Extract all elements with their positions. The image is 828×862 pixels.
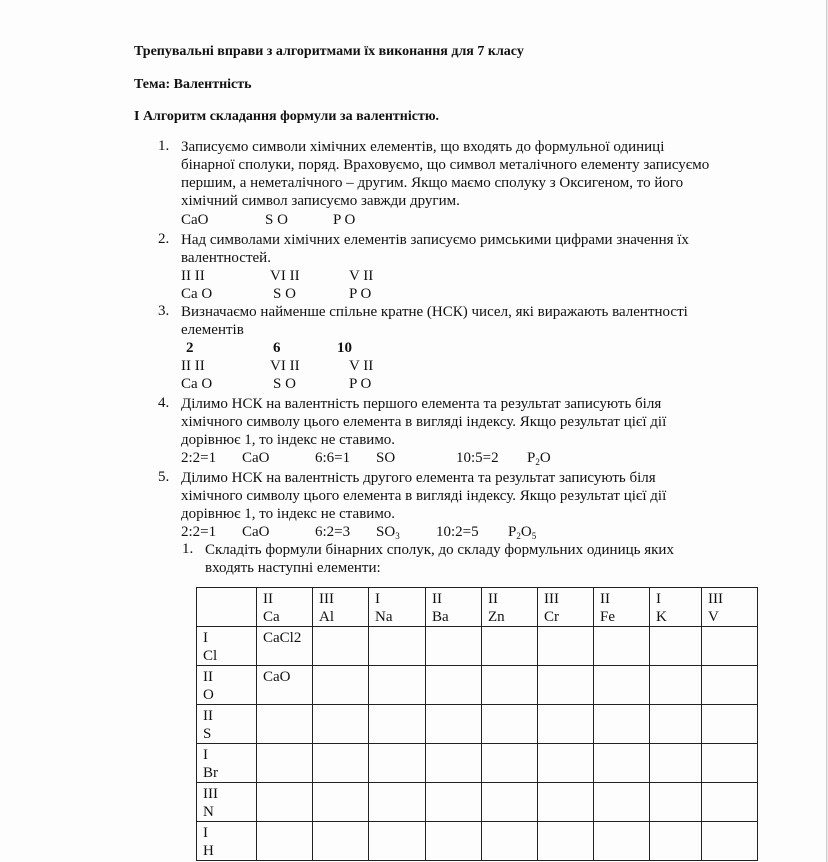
formula-example: Ca O [181, 286, 213, 302]
valence-label: VI II [270, 268, 300, 284]
answer-cell[interactable] [702, 822, 758, 861]
calc-text: 6:6=1 [315, 450, 351, 466]
answer-cell[interactable] [257, 822, 313, 861]
answer-cell[interactable] [538, 627, 594, 666]
answer-cell[interactable] [313, 705, 369, 744]
valence-table [196, 587, 758, 861]
calc-text: CaO [242, 524, 270, 540]
doc-topic: Тема: Валентність [134, 77, 252, 92]
answer-cell[interactable] [257, 705, 313, 744]
step-number: 4. [158, 395, 170, 411]
row-header-cell: I Cl [197, 627, 257, 666]
answer-cell[interactable] [426, 822, 482, 861]
answer-cell[interactable] [482, 744, 538, 783]
answer-cell[interactable] [702, 666, 758, 705]
step-text-line: хімічного символу цього елемента в вигляді індексу. Якщо результат цієї дії [181, 414, 667, 430]
answer-cell[interactable] [369, 822, 426, 861]
row-header-cell: II O [197, 666, 257, 705]
row-header-cell: II S [197, 705, 257, 744]
step-text-line: Записуємо символи хімічних елементів, що входять до формульної одиниці [181, 139, 665, 155]
formula-example: Ca O [181, 376, 213, 392]
task-text-line: входять наступні елементи: [205, 560, 381, 576]
answer-cell[interactable] [313, 627, 369, 666]
answer-cell[interactable] [538, 822, 594, 861]
answer-cell[interactable] [369, 627, 426, 666]
answer-cell[interactable] [650, 783, 702, 822]
table-header-row [197, 588, 758, 627]
step-text-line: дорівнює 1, то індекс не ставимо. [181, 506, 396, 522]
header-cell: II Ca [257, 588, 313, 627]
calc-text: 2:2=1 [181, 524, 217, 540]
answer-cell[interactable] [482, 783, 538, 822]
answer-cell[interactable] [482, 666, 538, 705]
answer-cell[interactable] [702, 744, 758, 783]
formula-example: P O [349, 286, 372, 302]
header-cell: I Na [369, 588, 426, 627]
answer-cell[interactable] [650, 705, 702, 744]
header-cell: III Al [313, 588, 369, 627]
answer-cell[interactable] [650, 666, 702, 705]
step-number: 3. [158, 303, 170, 319]
answer-cell[interactable] [257, 783, 313, 822]
calc-text: CaO [242, 450, 270, 466]
table-row [197, 783, 758, 822]
answer-cell[interactable] [594, 822, 650, 861]
answer-cell[interactable] [369, 705, 426, 744]
answer-cell[interactable]: CaO [257, 666, 313, 705]
answer-cell[interactable] [538, 666, 594, 705]
formula-example: S O [273, 376, 296, 392]
answer-cell[interactable] [257, 744, 313, 783]
valence-label: VI II [270, 358, 300, 374]
header-cell: II Zn [482, 588, 538, 627]
table-row [197, 666, 758, 705]
calc-text: 10:5=2 [456, 450, 499, 466]
answer-cell[interactable] [702, 705, 758, 744]
answer-cell[interactable] [426, 783, 482, 822]
row-header-cell: I Br [197, 744, 257, 783]
header-cell: I K [650, 588, 702, 627]
formula-example: P O [349, 376, 372, 392]
answer-cell[interactable] [482, 705, 538, 744]
answer-cell[interactable] [426, 666, 482, 705]
table-row [197, 744, 758, 783]
answer-cell[interactable] [313, 666, 369, 705]
answer-cell[interactable] [313, 744, 369, 783]
answer-cell[interactable]: CaCl2 [257, 627, 313, 666]
row-header-cell: I H [197, 822, 257, 861]
step-number: 1. [158, 138, 170, 154]
step-text-line: хімічного символу цього елемента в вигляді індексу. Якщо результат цієї дії [181, 488, 667, 504]
answer-cell[interactable] [594, 783, 650, 822]
step-text-line: валентностей. [181, 250, 271, 266]
header-cell: III V [702, 588, 758, 627]
answer-cell[interactable] [702, 783, 758, 822]
step-text-line: хімічний символ записуємо завжди другим. [181, 193, 460, 209]
header-cell: II Fe [594, 588, 650, 627]
answer-cell[interactable] [482, 822, 538, 861]
valence-label: V II [349, 358, 374, 374]
formula-result: $SO_3$ [376, 524, 400, 541]
answer-cell[interactable] [482, 627, 538, 666]
formula-example: CaO [181, 212, 209, 228]
formula-example: S O [265, 212, 288, 228]
valence-label: II II [181, 268, 205, 284]
answer-cell[interactable] [538, 705, 594, 744]
nsk-value: 10 [337, 340, 352, 356]
answer-cell[interactable] [594, 705, 650, 744]
answer-cell[interactable] [313, 822, 369, 861]
valence-label: V II [349, 268, 374, 284]
formula-example: P O [333, 212, 356, 228]
step-text-line: першим, а неметалічного – другим. Якщо маємо сполуку з Оксигеном, то його [181, 175, 684, 191]
step-text-line: бінарної сполуки, поряд. Враховуємо, що символ металічного елементу записуємо [181, 157, 710, 173]
step-text-line: дорівнює 1, то індекс не ставимо. [181, 432, 396, 448]
valence-label: II II [181, 358, 205, 374]
calc-text: 10:2=5 [436, 524, 479, 540]
task-number: 1. [182, 541, 194, 557]
header-cell: II Ba [426, 588, 482, 627]
doc-title: Трепувальні вправи з алгоритмами їх виконання для 7 класу [134, 44, 524, 59]
answer-cell[interactable] [650, 627, 702, 666]
formula-example: S O [273, 286, 296, 302]
answer-cell[interactable] [426, 627, 482, 666]
answer-cell[interactable] [538, 744, 594, 783]
formula-result: $P_2O_5$ [508, 524, 537, 541]
nsk-value: 2 [186, 340, 194, 356]
table-row [197, 822, 758, 861]
answer-cell[interactable] [594, 666, 650, 705]
section-heading: І Алгоритм складання формули за валентністю. [134, 109, 440, 124]
header-cell: III Cr [538, 588, 594, 627]
answer-cell[interactable] [594, 744, 650, 783]
step-text-line: Визначаємо найменше спільне кратне (НСК) чисел, які виражають валентності [181, 304, 688, 320]
answer-cell[interactable] [650, 744, 702, 783]
table-row [197, 705, 758, 744]
step-number: 2. [158, 231, 170, 247]
answer-cell[interactable] [313, 783, 369, 822]
answer-cell[interactable] [538, 783, 594, 822]
step-text-line: Ділимо НСК на валентність першого елемента та результат записують біля [181, 396, 662, 412]
answer-cell[interactable] [702, 627, 758, 666]
calc-text: SO [376, 450, 396, 466]
calc-text: 6:2=3 [315, 524, 351, 540]
answer-cell[interactable] [369, 744, 426, 783]
calc-text: 2:2=1 [181, 450, 217, 466]
answer-cell[interactable] [426, 705, 482, 744]
nsk-value: 6 [273, 340, 281, 356]
answer-cell[interactable] [369, 783, 426, 822]
step-text-line: елементів [181, 322, 244, 338]
answer-cell[interactable] [650, 822, 702, 861]
answer-cell[interactable] [594, 627, 650, 666]
table-row [197, 627, 758, 666]
step-number: 5. [158, 469, 170, 485]
step-text-line: Ділимо НСК на валентність другого елемента та результат записують біля [181, 470, 656, 486]
answer-cell[interactable] [369, 666, 426, 705]
step-text-line: Над символами хімічних елементів записуємо римськими цифрами значення їх [181, 232, 689, 248]
table-corner-cell [197, 588, 257, 627]
answer-cell[interactable] [426, 744, 482, 783]
row-header-cell: III N [197, 783, 257, 822]
formula-result: $P_2O$ [527, 450, 551, 467]
task-text-line: Складіть формули бінарних сполук, до складу формульних одиниць яких [205, 542, 674, 558]
